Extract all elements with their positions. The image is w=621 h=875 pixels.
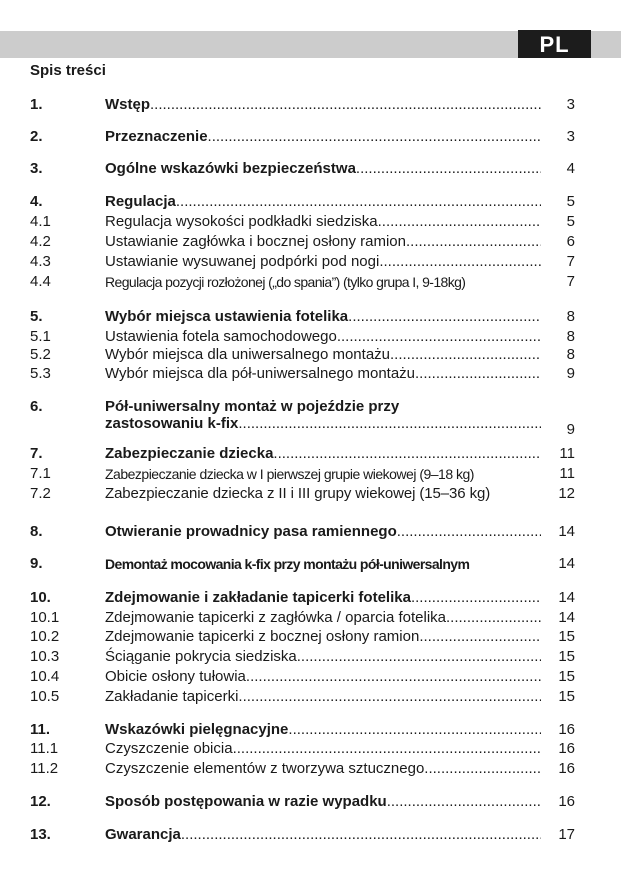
toc-label: Ustawienia fotela samochodowego ..... — [105, 327, 541, 347]
toc-number: 4.2 — [30, 233, 51, 250]
toc-entry-8[interactable] — [30, 522, 575, 542]
toc-entry-11-1[interactable] — [30, 739, 575, 759]
toc-entry-7-2[interactable] — [30, 484, 575, 504]
toc-page: 15 — [558, 628, 575, 645]
toc-page: 8 — [566, 346, 575, 363]
toc-page: 14 — [558, 609, 575, 626]
toc-entry-5-2[interactable] — [30, 345, 575, 365]
toc-entry-10-2[interactable] — [30, 627, 575, 647]
toc-page: 16 — [558, 740, 575, 757]
toc-number: 10.5 — [30, 688, 60, 705]
toc-label: Otwieranie prowadnicy pasa ramiennego ..... — [105, 522, 541, 542]
toc-entry-4-4[interactable] — [30, 272, 575, 292]
toc-label: Regulacja wysokości podkładki siedziska ..... — [105, 212, 541, 232]
toc-number: 10.2 — [30, 628, 60, 645]
toc-label: Wybór miejsca ustawienia fotelika ..... — [105, 307, 541, 327]
toc-entry-4-1[interactable] — [30, 212, 575, 232]
toc-title: Spis treści — [30, 62, 106, 79]
language-badge: PL — [518, 30, 591, 58]
toc-number: 9. — [30, 555, 43, 572]
toc-number: 5.3 — [30, 365, 51, 382]
toc-label: Czyszczenie obicia ..... — [105, 739, 541, 759]
toc-number: 2. — [30, 128, 43, 145]
toc-number: 6. — [30, 398, 43, 415]
toc-entry-5-1[interactable] — [30, 327, 575, 347]
toc-entry-4-3[interactable] — [30, 252, 575, 272]
toc-page: 15 — [558, 668, 575, 685]
toc-number: 11. — [30, 721, 51, 738]
toc-page: 3 — [566, 128, 575, 145]
toc-number: 7.1 — [30, 465, 51, 482]
toc-number: 12. — [30, 793, 51, 810]
toc-label: Zabezpieczanie dziecka z II i III grupy wiekowej (15–36 kg) — [105, 485, 491, 502]
toc-number: 10.1 — [30, 609, 60, 626]
toc-label: Wybór miejsca dla pół-uniwersalnego montażu ..... — [105, 364, 541, 384]
toc-label: Zdejmowanie tapicerki z bocznej osłony ramion ..... — [105, 627, 541, 647]
toc-page: 11 — [559, 465, 575, 482]
toc-label: Wybór miejsca dla uniwersalnego montażu ..... — [105, 345, 541, 365]
toc-page: 16 — [558, 760, 575, 777]
toc-entry-2[interactable] — [30, 127, 575, 147]
toc-label: Zdejmowanie i zakładanie tapicerki fotelika ..... — [105, 588, 541, 608]
toc-entry-4-2[interactable] — [30, 232, 575, 252]
toc-label: Regulacja pozycji rozłożonej („do spania”) (tylko grupa I, 9-18kg) — [105, 274, 466, 290]
toc-page: 5 — [566, 213, 575, 230]
toc-label: Zabezpieczanie dziecka ..... — [105, 444, 541, 464]
toc-number: 11.1 — [30, 740, 59, 757]
toc-label: Ogólne wskazówki bezpieczeństwa ..... — [105, 159, 541, 179]
toc-page: 14 — [558, 555, 575, 572]
toc-number: 10. — [30, 589, 51, 606]
toc-entry-10-5[interactable] — [30, 687, 575, 707]
toc-label: Demontaż mocowania k-fix przy montażu pół-uniwersalnym — [105, 556, 470, 572]
toc-number: 10.4 — [30, 668, 60, 685]
toc-entry-12[interactable] — [30, 792, 575, 812]
toc-label: Wskazówki pielęgnacyjne ..... — [105, 720, 541, 740]
toc-entry-10-4[interactable] — [30, 667, 575, 687]
toc-entry-7[interactable] — [30, 444, 575, 464]
toc-number: 10.3 — [30, 648, 60, 665]
toc-number: 1. — [30, 96, 43, 113]
toc-label: Sposób postępowania w razie wypadku ..... — [105, 792, 541, 812]
toc-page: 15 — [558, 688, 575, 705]
toc-label: Zdejmowanie tapicerki z zagłówka / oparcia fotelika ..... — [105, 608, 541, 628]
toc-entry-11-2[interactable] — [30, 759, 575, 779]
toc-page: 7 — [566, 253, 575, 270]
toc-label: Ściąganie pokrycia siedziska ..... — [105, 647, 541, 667]
toc-number: 8. — [30, 523, 43, 540]
toc-number: 11.2 — [30, 760, 59, 777]
toc-entry-5[interactable] — [30, 307, 575, 327]
toc-label: Regulacja ..... — [105, 192, 541, 212]
toc-entry-10-3[interactable] — [30, 647, 575, 667]
toc-number: 7.2 — [30, 485, 51, 502]
toc-number: 4.1 — [30, 213, 51, 230]
toc-number: 4. — [30, 193, 43, 210]
toc-label: Obicie osłony tułowia ..... — [105, 667, 541, 687]
toc-page: 15 — [558, 648, 575, 665]
toc-label-continued: zastosowaniu k-fix ..... — [105, 414, 541, 434]
toc-number: 4.4 — [30, 273, 51, 290]
toc-page: 5 — [566, 193, 575, 210]
toc-entry-7-1[interactable] — [30, 464, 575, 484]
toc-label: Zakładanie tapicerki ..... — [105, 687, 541, 707]
toc-page: 16 — [558, 793, 575, 810]
toc-label: Wstęp ..... — [105, 95, 541, 115]
toc-entry-4[interactable] — [30, 192, 575, 212]
toc-page: 8 — [566, 328, 575, 345]
toc-page: 17 — [558, 826, 575, 843]
toc-number: 3. — [30, 160, 43, 177]
toc-label: Gwarancja ..... — [105, 825, 541, 845]
toc-number: 5.1 — [30, 328, 51, 345]
toc-label: Pół-uniwersalny montaż w pojeździe przy — [105, 398, 400, 415]
toc-page: 9 — [566, 421, 575, 438]
toc-page: 9 — [566, 365, 575, 382]
toc-number: 13. — [30, 826, 51, 843]
toc-label: Ustawianie zagłówka i bocznej osłony ramion ..... — [105, 232, 541, 252]
toc-label: Zabezpieczanie dziecka w I pierwszej grupie wiekowej (9–18 kg) — [105, 466, 474, 482]
toc-page: 14 — [558, 589, 575, 606]
toc-entry-11[interactable] — [30, 720, 575, 740]
toc-label: Przeznaczenie ..... — [105, 127, 541, 147]
toc-page: 3 — [566, 96, 575, 113]
toc-number: 4.3 — [30, 253, 51, 270]
toc-page: 12 — [558, 485, 575, 502]
toc-page: 8 — [566, 308, 575, 325]
toc-entry-9[interactable] — [30, 554, 575, 574]
toc-entry-6-cont[interactable] — [30, 414, 575, 438]
toc-label: Ustawianie wysuwanej podpórki pod nogi ..... — [105, 252, 541, 272]
toc-page: 4 — [566, 160, 575, 177]
toc-entry-13[interactable] — [30, 825, 575, 845]
toc-entry-5-3[interactable] — [30, 364, 575, 384]
toc-number: 5. — [30, 308, 43, 325]
toc-page: 11 — [559, 445, 575, 462]
toc-page: 14 — [558, 523, 575, 540]
toc-entry-10[interactable] — [30, 588, 575, 608]
toc-entry-10-1[interactable] — [30, 608, 575, 628]
toc-label: Czyszczenie elementów z tworzywa sztucznego ..... — [105, 759, 541, 779]
toc-page: 6 — [566, 233, 575, 250]
toc-page: 16 — [558, 721, 575, 738]
toc-number: 7. — [30, 445, 43, 462]
toc-number: 5.2 — [30, 346, 51, 363]
toc-page: 7 — [566, 273, 575, 290]
toc-entry-1[interactable] — [30, 95, 575, 115]
toc-entry-3[interactable] — [30, 159, 575, 179]
